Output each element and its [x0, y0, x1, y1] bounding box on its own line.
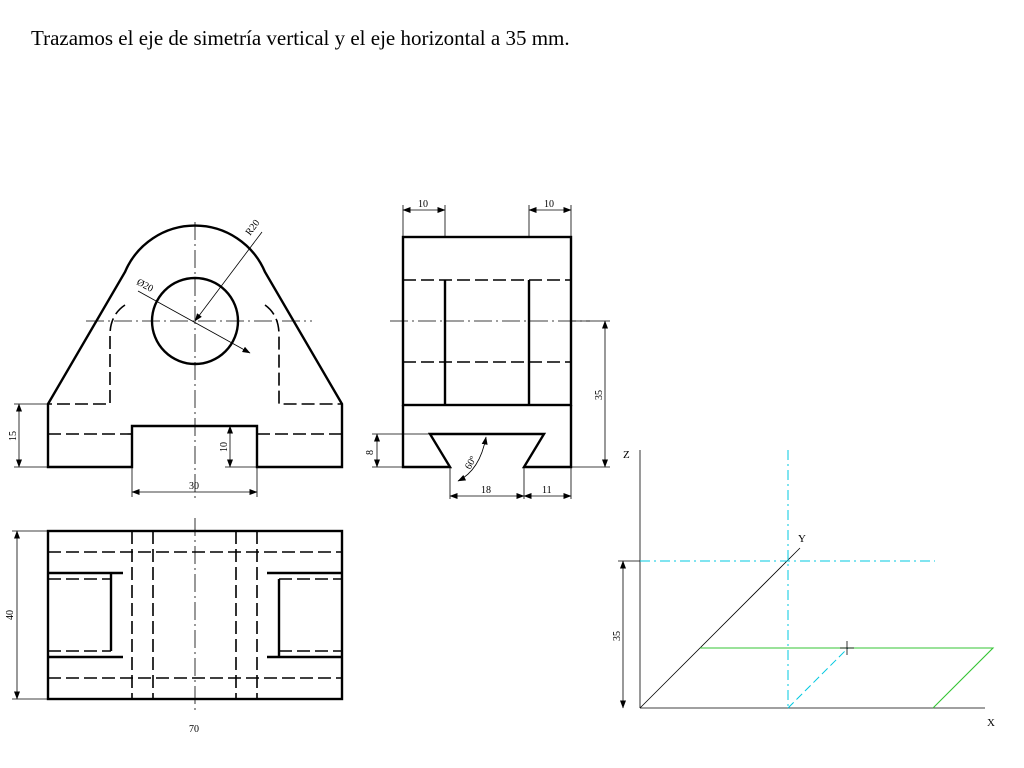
top-view: [5, 518, 342, 735]
side-dim8-label: 8: [365, 450, 376, 455]
side-view: [365, 199, 610, 499]
top-dim40-label: 40: [5, 610, 16, 620]
slide-title: Trazamos el eje de simetría vertical y el eje horizontal a 35 mm.: [31, 26, 570, 50]
front-view: [8, 218, 342, 500]
projection-diagonal: [788, 648, 848, 708]
side-lower-block: [403, 405, 571, 467]
dim30-label: 30: [189, 481, 199, 492]
radius-leader: [195, 232, 262, 321]
radius-label: R20: [243, 217, 263, 238]
y-axis: [640, 548, 800, 708]
axes-construction: [612, 449, 995, 729]
dim10-label: 10: [219, 442, 230, 452]
side-dim11-label: 11: [542, 485, 552, 496]
side-dim35-label: 35: [594, 390, 605, 400]
base-parallelogram: [700, 648, 993, 708]
front-hidden-left: [48, 305, 125, 404]
y-axis-label: Y: [798, 533, 806, 545]
side-angle-label: 60º: [463, 454, 480, 472]
diameter-label: Ø20: [134, 276, 155, 295]
z-axis-label: Z: [623, 449, 630, 461]
top-dim70-label: 70: [189, 724, 199, 735]
dim15-label: 15: [8, 431, 19, 441]
x-axis-label: X: [987, 717, 995, 729]
side-dim10-left-label: 10: [418, 199, 428, 210]
side-dim10-right-label: 10: [544, 199, 554, 210]
axes-dim35-label: 35: [612, 631, 623, 641]
side-dim18-label: 18: [481, 485, 491, 496]
front-hidden-right: [265, 305, 342, 404]
